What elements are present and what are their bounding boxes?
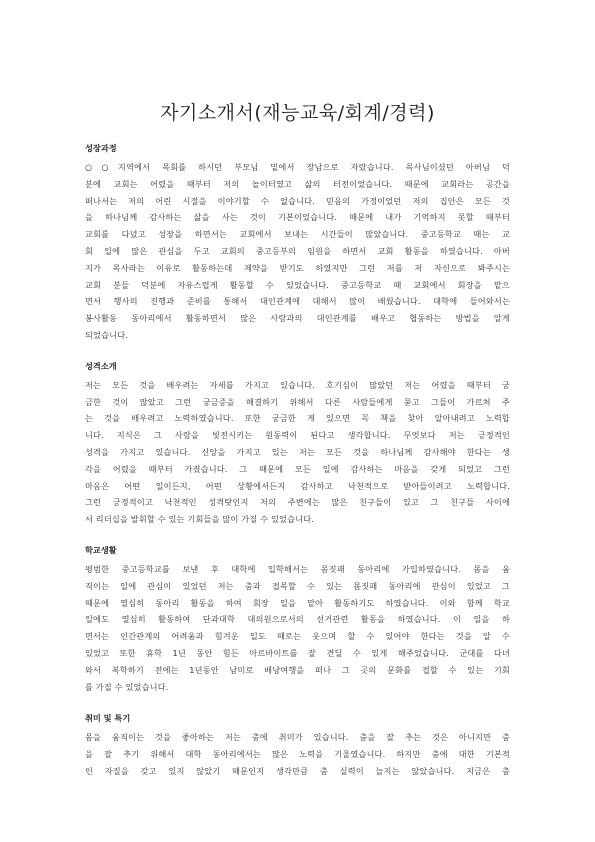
section-personality — [85, 359, 510, 528]
section-body — [85, 159, 510, 344]
text-line: 금한 것이 많았고 그런 궁금증을 해결하기 위해서 다른 사람들에게 묻고 그들이 가르쳐 주 — [85, 396, 510, 407]
text-line: 평범한 중고등학교를 보낸 후 대학에 입학해서는 몸짓패 동아리에 가입하였습니다. 몸을 움 — [85, 563, 510, 574]
document-content — [85, 141, 510, 780]
text-line: 를 가질 수 있었습니다. — [85, 681, 169, 692]
text-line: ○○지역에서 목회를 하시던 부모님 밑에서 장남으로 자랐습니다. 목사님이셨던 아버님 덕 — [85, 162, 510, 172]
text-line: 그런 긍정적이고 낙천적인 성격탓인지 저의 주변에는 많은 친구들이 있고 그 친구들 사이에 — [85, 497, 510, 508]
section-hobbies — [85, 711, 510, 779]
text-line: 마음은 어떤 일이든지, 어떤 상황에서든지 감사하고 낙천적으로 받아들이려고 노력합니다. — [85, 480, 510, 491]
text-line: 각을 어렸을 때부터 가졌습니다. 그 때문에 모든 일에 감사하는 마음을 갖게 되었고 그런 — [85, 463, 510, 474]
text-line: 교회를 다녔고 성장을 하면서는 교회에서 보내는 시간들이 많았습니다. 중고등학교 때는 교 — [85, 229, 510, 240]
text-line: 면서 행사의 진행과 준비를 통해서 대인관계에 대해서 많이 배웠습니다. 대학에 들어와서는 — [85, 296, 510, 307]
text-line: 인 자질을 갖고 있지 않았기 때문인지 생각만큼 춤 실력이 늘지는 않았습니다. 지금은 춤 — [85, 765, 510, 776]
text-line: 을 하나님께 감사하는 삶을 사는 것이 기본이었습니다. 때문에 내가 기억하지 못할 때부터 — [85, 212, 510, 223]
text-line: 을 잘 추기 위해서 대학 동아리에서는 많은 노력을 기울였습니다. 하지만 춤에 대한 기본적 — [85, 749, 510, 760]
text-line: 분에 교회는 어렸을 때부터 저의 놀이터였고 삶의 터전이었습니다. 때문에 교회라는 공간을 — [85, 178, 510, 189]
section-heading: 학교생활 — [85, 544, 117, 555]
section-growth — [85, 141, 510, 344]
text-line: 몸을 움직이는 것을 좋아하는 저는 춤에 취미가 있습니다. 춤을 잘 추는 것은 아니지만 춤 — [85, 732, 510, 743]
text-line: 와서 복학하기 전에는 1년동안 남미로 배낭여행을 떠나 그 곳의 문화를 접할 수 있는 기회 — [85, 664, 510, 675]
section-heading: 취미 및 특기 — [85, 713, 131, 724]
text-line: 있었고 또한 휴학 1년 동안 힘든 아르바이트를 잘 견딜 수 있게 해주었습니다. 군대를 다녀 — [85, 647, 510, 658]
text-line: 니다. 지식은 그 사람을 빛전시키는 원동력이 된다고 생각합니다. 무엇보다 저는 긍정적인 — [85, 430, 510, 441]
section-body — [85, 377, 510, 528]
text-line: 일에도 열심히 활동하여 단과대학 대의원으로서의 선거관련 활동을 하였습니다. 이 일을 하 — [85, 614, 510, 625]
text-line: 저는 모든 것을 배우려는 자세를 가지고 있습니다. 호기심이 많았던 저는 어렸을 때부터 궁 — [85, 379, 510, 390]
text-line: 때문에 열심히 동아리 활동을 하여 회장 일을 맡아 활동하기도 하였습니다. 이와 함께 학교 — [85, 597, 510, 608]
text-line: 회 일에 많은 관심을 두고 교회의 중고등부의 임원을 하면서 교회 활동을 하였습니다. 아버 — [85, 245, 510, 256]
text-line: 는 것을 배우려고 노력하였습니다. 또한 궁금한 게 있으면 꼭 책을 찾아 알아내려고 노력합 — [85, 413, 510, 424]
text-line: 봉사활동 동아리에서 활동하면서 많은 사람과의 대인관계를 배우고 협동하는 방법을 알게 — [85, 313, 510, 324]
document-title: 자기소개서(재능교육/회계/경력) — [160, 102, 435, 124]
text-line: 면서는 인간관계의 어려움과 힘겨운 일도 때로는 웃으며 할 수 있어야 한다는 것을 알 수 — [85, 631, 510, 642]
section-heading: 성격소개 — [85, 360, 117, 371]
section-body — [85, 561, 510, 695]
section-school-life — [85, 543, 510, 695]
text-line: 성격을 가지고 있습니다. 신앙을 가지고 있는 저는 모든 것을 하나님께 감사해야 한다는 생 — [85, 446, 510, 457]
section-heading: 성장과정 — [85, 143, 117, 153]
text-line: 지가 목사라는 이유로 활동하는데 제약을 받기도 하였지만 그런 저를 저 자신으로 봐주시는 — [85, 262, 510, 273]
text-line: 직이는 일에 관심이 있었던 저는 춤과 접목할 수 있는 몸짓패 동아리에 관심이 있었고 그 — [85, 580, 510, 591]
text-line: 떠나서는 저의 어린 시절을 이야기할 수 없습니다. 믿음의 가정이었던 저의 집안은 모든 것 — [85, 195, 510, 206]
section-body — [85, 729, 510, 779]
text-line: 되었습니다. — [85, 329, 129, 340]
text-line: 서 리더십을 발휘할 수 있는 기회들을 많이 가질 수 있었습니다. — [85, 514, 315, 525]
text-line: 교회 분들 덕분에 자유스럽게 활동할 수 있었습니다. 중고등학교 때 교회에서 회장을 맡으 — [85, 279, 510, 290]
